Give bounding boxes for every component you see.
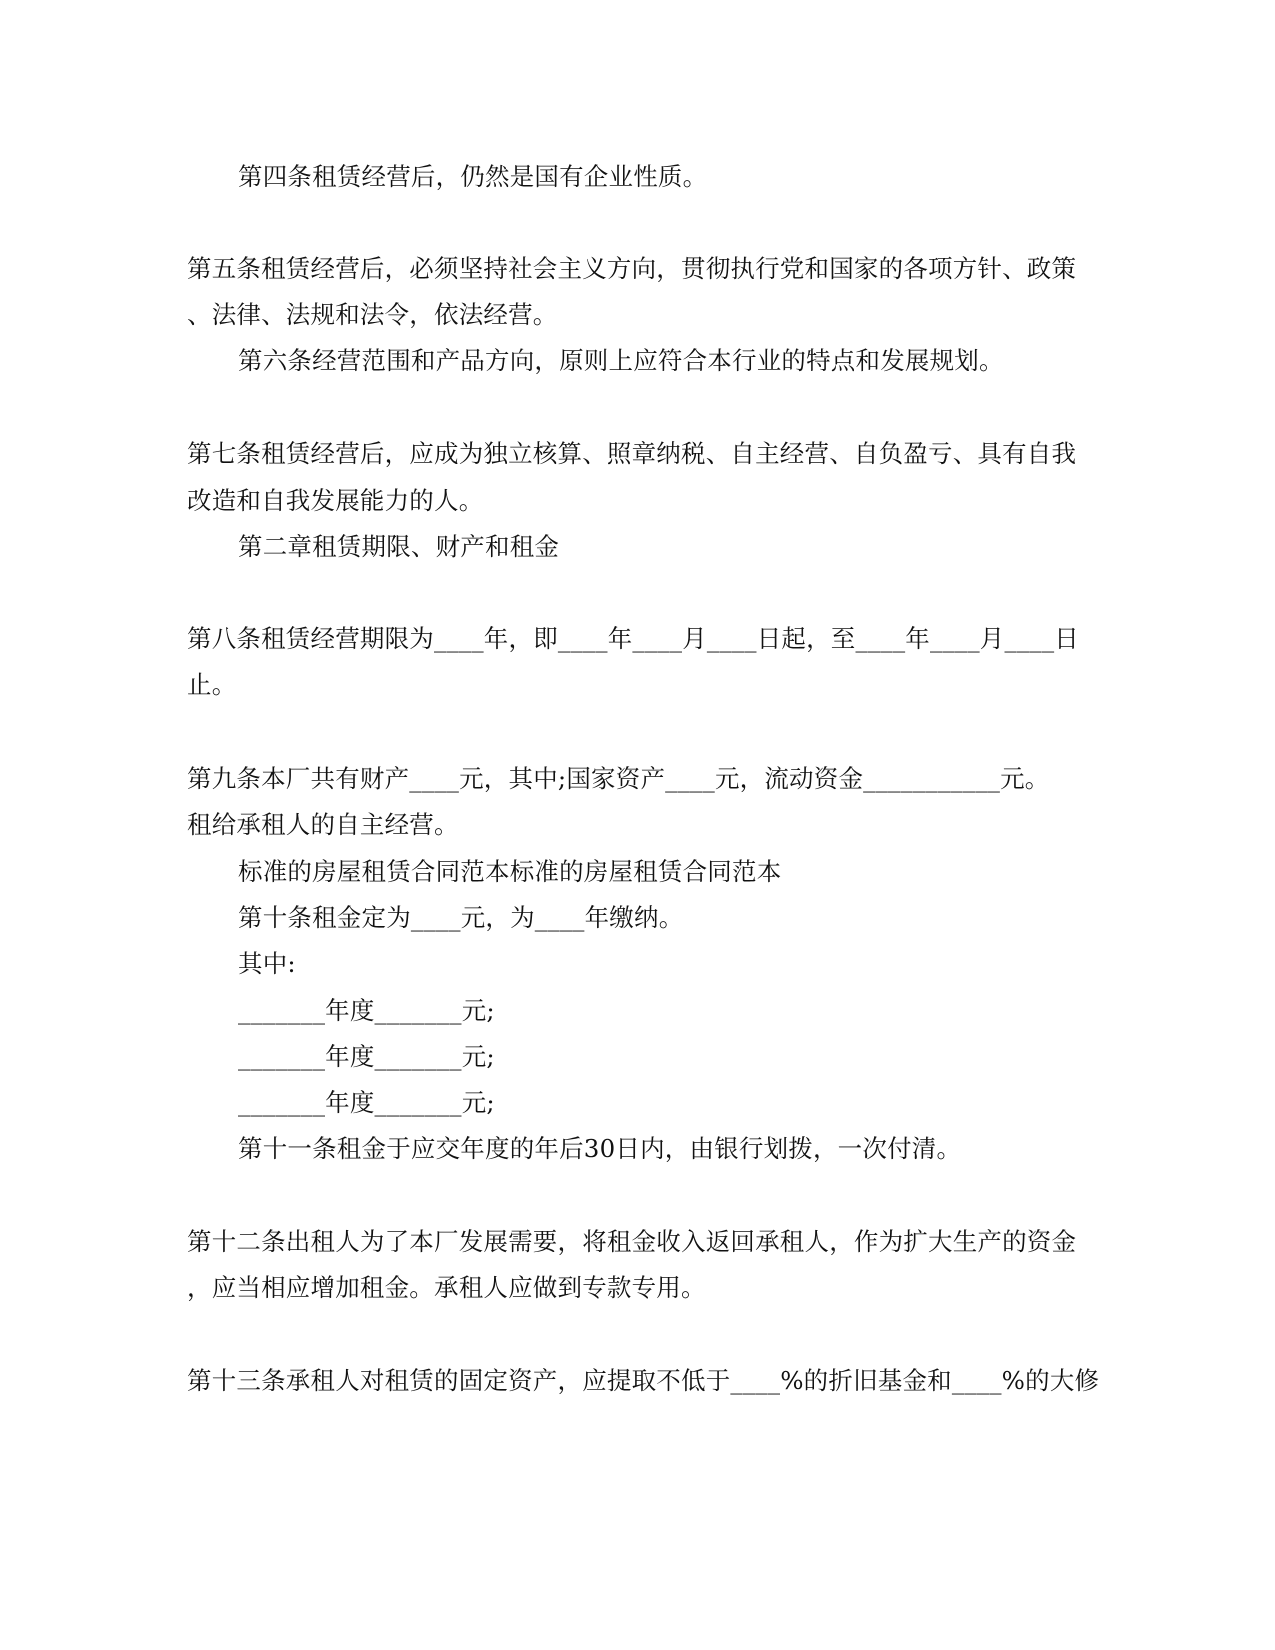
article-10: 第十条租金定为____元，为____年缴纳。 <box>238 903 684 932</box>
article-9-line-1: 第九条本厂共有财产____元，其中;国家资产____元，流动资金___________元。 <box>187 764 1050 793</box>
annual-rent-line-1: _______年度_______元; <box>238 996 495 1025</box>
article-12-line-2: ，应当相应增加租金。承租人应做到专款专用。 <box>187 1273 706 1302</box>
among-which: 其中: <box>238 949 296 978</box>
article-6: 第六条经营范围和产品方向，原则上应符合本行业的特点和发展规划。 <box>238 346 1004 375</box>
article-11: 第十一条租金于应交年度的年后30日内，由银行划拨，一次付清。 <box>238 1134 962 1163</box>
article-4: 第四条租赁经营后，仍然是国有企业性质。 <box>238 162 708 191</box>
article-13-line-1: 第十三条承租人对租赁的固定资产，应提取不低于____%的折旧基金和____%的大修 <box>187 1366 1100 1395</box>
annual-rent-line-3: _______年度_______元; <box>238 1088 495 1117</box>
annual-rent-line-2: _______年度_______元; <box>238 1042 495 1071</box>
article-5-line-2: 、法律、法规和法令，依法经营。 <box>187 300 558 329</box>
article-8-line-1: 第八条租赁经营期限为____年，即____年____月____日起，至____年____月____日 <box>187 624 1079 653</box>
article-7-line-2: 改造和自我发展能力的人。 <box>187 486 484 515</box>
article-7-line-1: 第七条租赁经营后，应成为独立核算、照章纳税、自主经营、自负盈亏、具有自我 <box>187 439 1077 468</box>
article-9-line-2: 租给承租人的自主经营。 <box>187 810 459 839</box>
template-title: 标准的房屋租赁合同范本标准的房屋租赁合同范本 <box>238 857 782 886</box>
chapter-2-heading: 第二章租赁期限、财产和租金 <box>238 532 560 561</box>
article-8-line-2: 止。 <box>187 670 237 699</box>
article-12-line-1: 第十二条出租人为了本厂发展需要，将租金收入返回承租人，作为扩大生产的资金 <box>187 1227 1077 1256</box>
article-5-line-1: 第五条租赁经营后，必须坚持社会主义方向，贯彻执行党和国家的各项方针、政策 <box>187 254 1077 283</box>
